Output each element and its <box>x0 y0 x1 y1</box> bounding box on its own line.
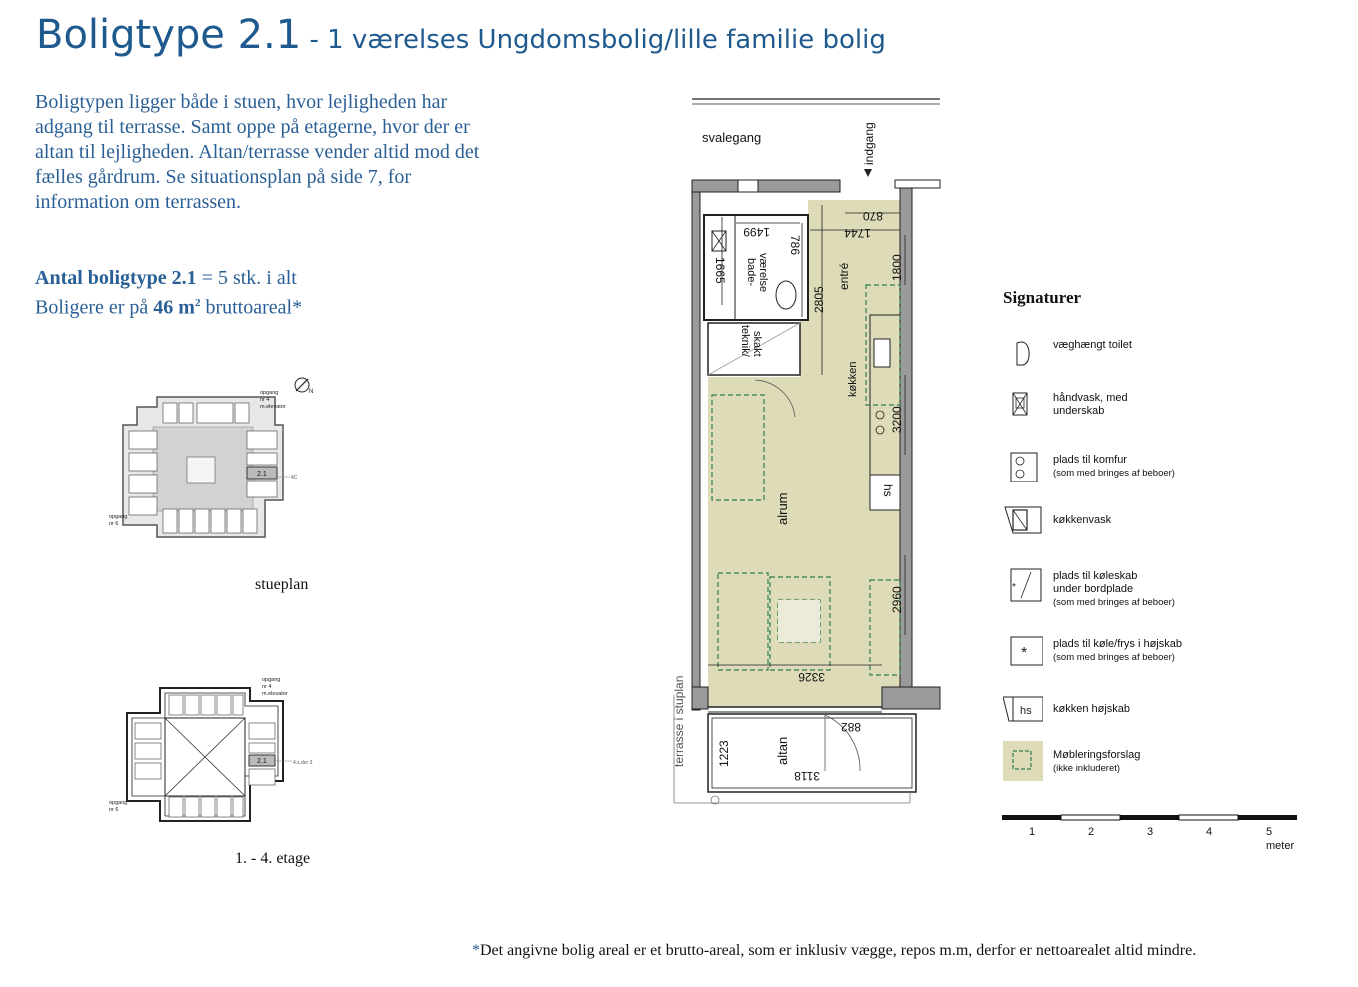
keyplan-upper-opgang6: opgang <box>109 800 128 806</box>
dim-1499: 1499 <box>743 225 770 239</box>
footnote-text: Det angivne bolig areal er et brutto-areal, som er inklusiv vægge, repos m.m, derfor er nettoarealet altid mindre. <box>480 942 1197 959</box>
signature-sub: (som med bringes af beboer) <box>1053 468 1175 479</box>
signature-label: køkken højskab <box>1053 703 1131 715</box>
signature-label: Møbleringsforslag <box>1053 749 1141 761</box>
toilet-icon <box>1003 337 1043 367</box>
keyplan-ground-opgang4c: m.elevator <box>260 404 286 410</box>
title-subtitle: - 1 værelses Ungdomsbolig/lille familie bolig <box>301 25 886 55</box>
intro-paragraph <box>35 90 575 215</box>
count-label: Antal boligtype 2.1 <box>35 267 197 289</box>
footnote <box>472 942 1196 960</box>
scale-tick-2: 2 <box>1088 826 1095 838</box>
keyplan-ground <box>105 375 325 550</box>
keyplan-ground-opgang6b: nr 6 <box>109 521 119 527</box>
intro-line: adgang til terrasse. Samt oppe på etagerne, hvor der er <box>35 116 470 138</box>
signature-label: plads til køleskab <box>1053 570 1138 582</box>
signature-label: væghængt toilet <box>1053 339 1132 351</box>
label-entre: entré <box>837 262 851 290</box>
area-value: 46 m <box>153 296 195 319</box>
svg-text:N: N <box>309 389 314 395</box>
signature-label: plads til køle/frys i højskab <box>1053 638 1182 650</box>
toilet-icon <box>776 281 796 309</box>
keyplan-upper-opgang4: opgang <box>262 677 281 683</box>
signature-sub: (som med bringes af beboer) <box>1053 597 1175 608</box>
keyplan-ground-note: 4C <box>291 475 298 481</box>
keyplan-upper-unit: 2.1 <box>257 758 267 765</box>
keyplan-upper-caption: 1. - 4. etage <box>235 850 311 867</box>
signature-label: plads til komfur <box>1053 454 1127 466</box>
label-altan: altan <box>775 736 790 765</box>
entry-arrow-icon <box>864 169 872 177</box>
scale-bar <box>1002 813 1298 853</box>
koleskab-icon <box>1003 568 1043 602</box>
keyplan-ground-caption: stueplan <box>255 576 309 593</box>
dim-2805: 2805 <box>812 286 826 313</box>
dim-870: 870 <box>862 209 883 223</box>
dim-1223: 1223 <box>717 740 731 767</box>
signatures-title: Signaturer <box>1003 288 1082 307</box>
hojskab-box-label: hs <box>1020 705 1032 717</box>
keyplan-ground-opgang4: opgang <box>260 390 279 396</box>
keyplan-upper-opgang4b: nr 4 <box>262 684 272 690</box>
label-hs: hs <box>881 484 895 497</box>
signature-sub: (som med bringes af beboer) <box>1053 652 1175 663</box>
area-sup: 2 <box>194 297 201 309</box>
label-alrum: alrum <box>775 492 790 525</box>
scale-tick-1: 1 <box>1029 826 1036 838</box>
svg-text:*: * <box>1021 645 1028 662</box>
dim-3200: 3200 <box>890 406 904 433</box>
dim-882: 882 <box>840 720 861 734</box>
page-title <box>36 12 886 58</box>
unit-count <box>35 266 302 321</box>
signature-label-2: under bordplade <box>1053 583 1134 595</box>
mobleringsforslag-icon <box>1003 741 1043 781</box>
kokkenvask-icon <box>874 339 890 367</box>
dim-1665: 1665 <box>713 257 727 284</box>
kokkenvask-icon <box>1003 505 1043 535</box>
title-main: Boligtype 2.1 <box>36 12 302 58</box>
keyplan-ground-unit: 2.1 <box>257 471 267 478</box>
keyplan-upper <box>105 673 325 833</box>
label-svalegang: svalegang <box>702 130 762 145</box>
label-terrasse: terrasse i stuplan <box>672 675 686 767</box>
intro-line: fælles gårdrum. Se situationsplan på side 7, for <box>35 166 412 188</box>
area-prefix: Boligere er på <box>35 296 154 319</box>
north-arrow-icon <box>295 378 313 395</box>
keyplan-upper-opgang4c: m.elevator <box>262 691 288 697</box>
scale-unit: meter <box>1266 840 1295 852</box>
dim-3326: 3326 <box>798 670 825 684</box>
keyplan-upper-opgang6b: nr 6 <box>109 807 119 813</box>
dim-3118: 3118 <box>794 769 820 783</box>
label-teknik: teknik/ <box>739 325 751 357</box>
dim-786: 786 <box>788 235 802 256</box>
label-bad: bade- <box>745 258 757 287</box>
footnote-star: * <box>472 942 480 959</box>
label-kokken: køkken <box>847 361 859 397</box>
handvask-icon <box>1003 390 1043 420</box>
intro-line: information om terrassen. <box>35 191 242 213</box>
intro-line: altan til lejligheden. Altan/terrasse vender altid mod det <box>35 141 480 163</box>
keyplan-ground-opgang4b: nr 4 <box>260 397 270 403</box>
keyplan-ground-opgang6: opgang <box>109 514 128 520</box>
kole-frys-icon <box>1003 636 1043 666</box>
dim-2960: 2960 <box>890 586 904 613</box>
signature-label: køkkenvask <box>1053 514 1112 526</box>
keyplan-upper-note: 4.x.der 3 <box>293 760 313 766</box>
floor-plan <box>660 95 950 815</box>
signature-label-2: underskab <box>1053 405 1105 417</box>
label-teknik2: skakt <box>751 331 763 357</box>
dim-1744: 1744 <box>844 226 871 240</box>
signature-sub: (ikke inkluderet) <box>1053 763 1121 774</box>
hojskab-icon <box>1003 695 1043 725</box>
signature-label: håndvask, med <box>1053 392 1128 404</box>
label-indgang: indgang <box>862 122 876 165</box>
label-bad2: værelse <box>757 253 769 293</box>
scale-tick-4: 4 <box>1206 826 1213 838</box>
area-suffix: bruttoareal* <box>200 296 303 319</box>
dim-1800: 1800 <box>890 254 904 281</box>
intro-line: Boligtypen ligger både i stuen, hvor lejligheden har <box>35 91 448 113</box>
svg-text:*: * <box>1012 582 1016 593</box>
komfur-icon <box>1003 452 1043 482</box>
scale-tick-5: 5 <box>1266 826 1273 838</box>
count-value: = 5 stk. i alt <box>196 267 297 289</box>
scale-tick-3: 3 <box>1147 826 1154 838</box>
